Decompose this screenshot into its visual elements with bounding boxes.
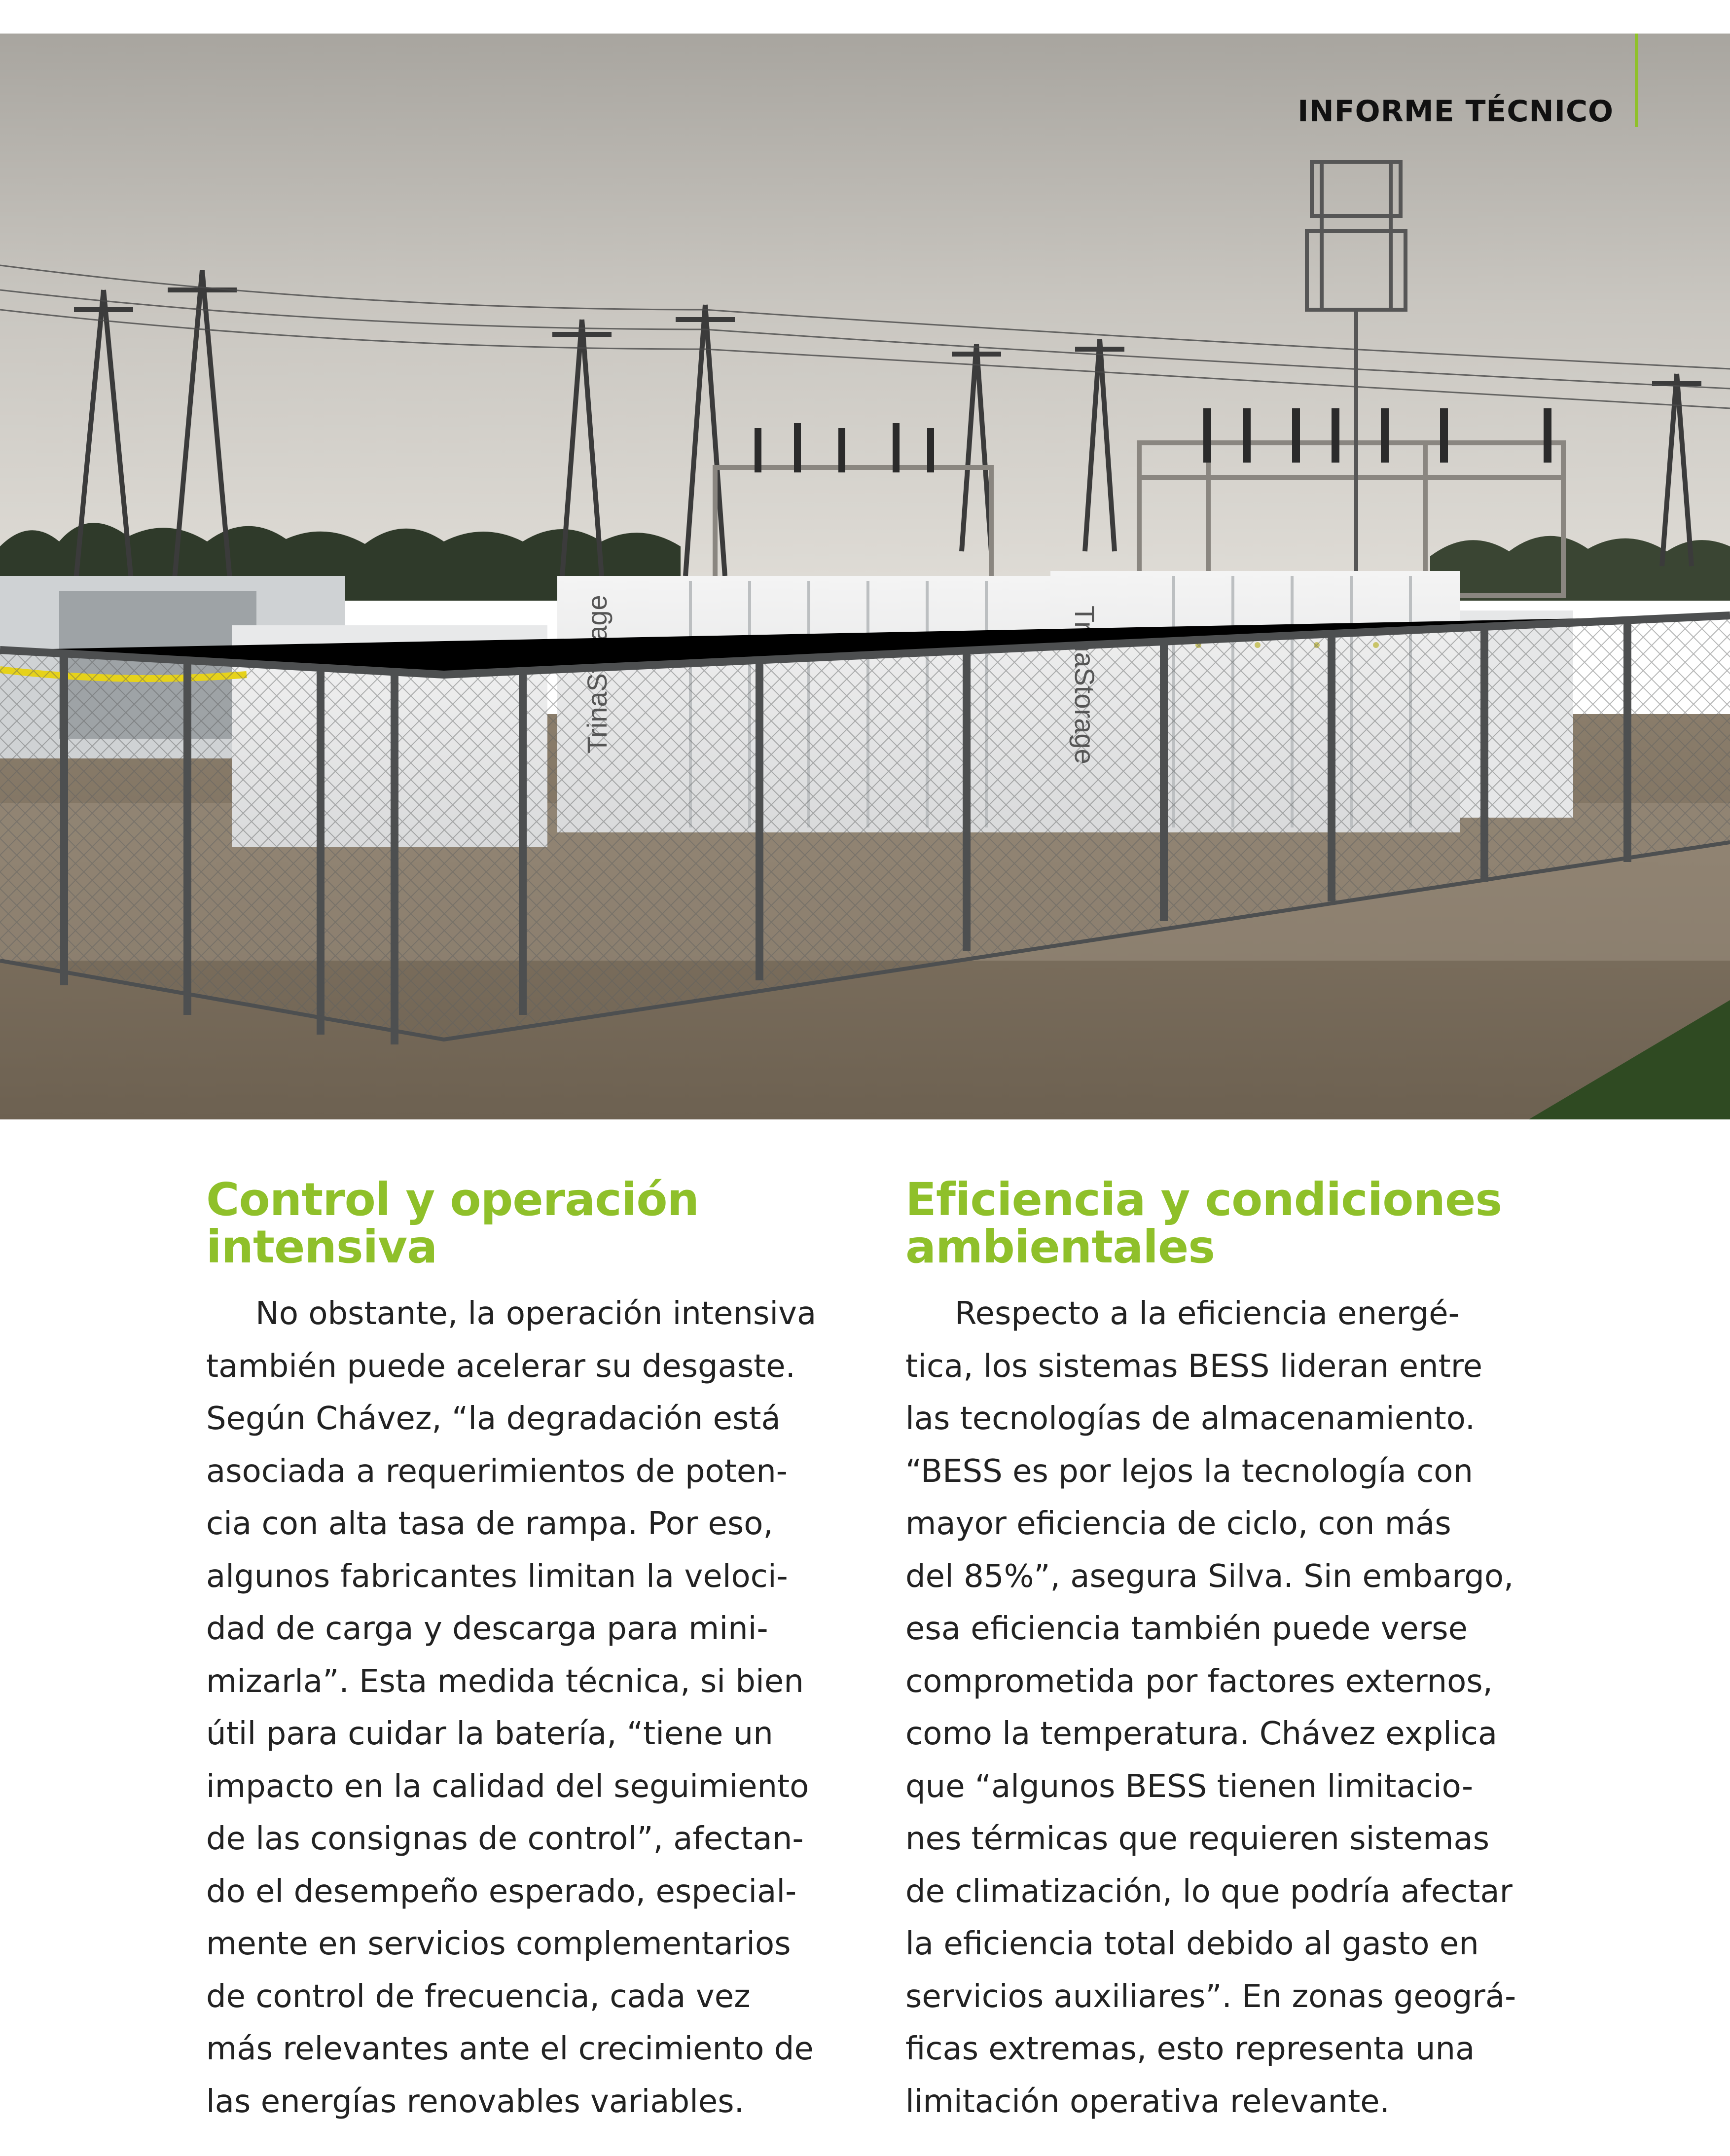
- text-line: comprometida por factores externos,: [905, 1663, 1493, 1700]
- section-accent-rule: [1635, 34, 1638, 127]
- text-line: servicios auxiliares”. En zonas geográ-: [905, 1978, 1516, 2015]
- text-line: impacto en la calidad del seguimiento: [206, 1768, 809, 1805]
- section-heading-left: [206, 1173, 857, 1273]
- text-line: del 85%”, asegura Silva. Sin embargo,: [905, 1558, 1514, 1595]
- text-line: útil para cuidar la batería, “tiene un: [206, 1716, 773, 1752]
- text-line: de las consignas de control”, afectan-: [206, 1821, 804, 1857]
- text-line: que “algunos BESS tienen limitacio-: [905, 1768, 1474, 1805]
- heading-line: Eficiencia y condiciones: [905, 1173, 1502, 1226]
- text-line: do el desempeño esperado, especial-: [206, 1873, 797, 1910]
- text-line: las energías renovables variables.: [206, 2083, 744, 2120]
- text-line: cia con alta tasa de rampa. Por eso,: [206, 1506, 773, 1542]
- text-line: mizarla”. Esta medida técnica, si bien: [206, 1663, 804, 1700]
- section-label: INFORME TÉCNICO: [1298, 94, 1614, 129]
- text-line: asociada a requerimientos de poten-: [206, 1453, 788, 1490]
- text-line: esa eficiencia también puede verse: [905, 1611, 1468, 1647]
- section-heading-right: [905, 1173, 1556, 1273]
- text-line: limitación operativa relevante.: [905, 2083, 1390, 2120]
- battery-storage-photo: [0, 34, 1730, 1119]
- article-column-left: [206, 1173, 857, 2128]
- text-line: la eficiencia total debido al gasto en: [905, 1926, 1479, 1962]
- text-line: nes térmicas que requieren sistemas: [905, 1821, 1490, 1857]
- text-line: como la temperatura. Chávez explica: [905, 1716, 1498, 1752]
- body-paragraph-left: [206, 1288, 857, 2128]
- text-line: ficas extremas, esto representa una: [905, 2031, 1475, 2067]
- text-line: Respecto a la eficiencia energé-: [955, 1295, 1460, 1332]
- text-line: mente en servicios complementarios: [206, 1926, 791, 1962]
- heading-line: ambientales: [905, 1221, 1215, 1273]
- text-line: de control de frecuencia, cada vez: [206, 1978, 751, 2015]
- text-line: las tecnologías de almacenamiento.: [905, 1401, 1476, 1437]
- text-line: “BESS es por lejos la tecnología con: [905, 1453, 1473, 1490]
- text-line: mayor eficiencia de ciclo, con más: [905, 1506, 1451, 1542]
- text-line: algunos fabricantes limitan la veloci-: [206, 1558, 788, 1595]
- text-line: también puede acelerar su desgaste.: [206, 1348, 795, 1385]
- text-line: Según Chávez, “la degradación está: [206, 1401, 781, 1437]
- article-column-right: [905, 1173, 1556, 2128]
- text-line: de climatización, lo que podría afectar: [905, 1873, 1513, 1910]
- text-line: tica, los sistemas BESS lideran entre: [905, 1348, 1483, 1385]
- text-line: dad de carga y descarga para mini-: [206, 1611, 768, 1647]
- photo-illustration: [0, 34, 1730, 1119]
- text-line: más relevantes ante el crecimiento de: [206, 2031, 814, 2067]
- heading-line: Control y operación: [206, 1173, 699, 1226]
- text-line: No obstante, la operación intensiva: [255, 1295, 817, 1332]
- body-paragraph-right: [905, 1288, 1556, 2128]
- heading-line: intensiva: [206, 1221, 437, 1273]
